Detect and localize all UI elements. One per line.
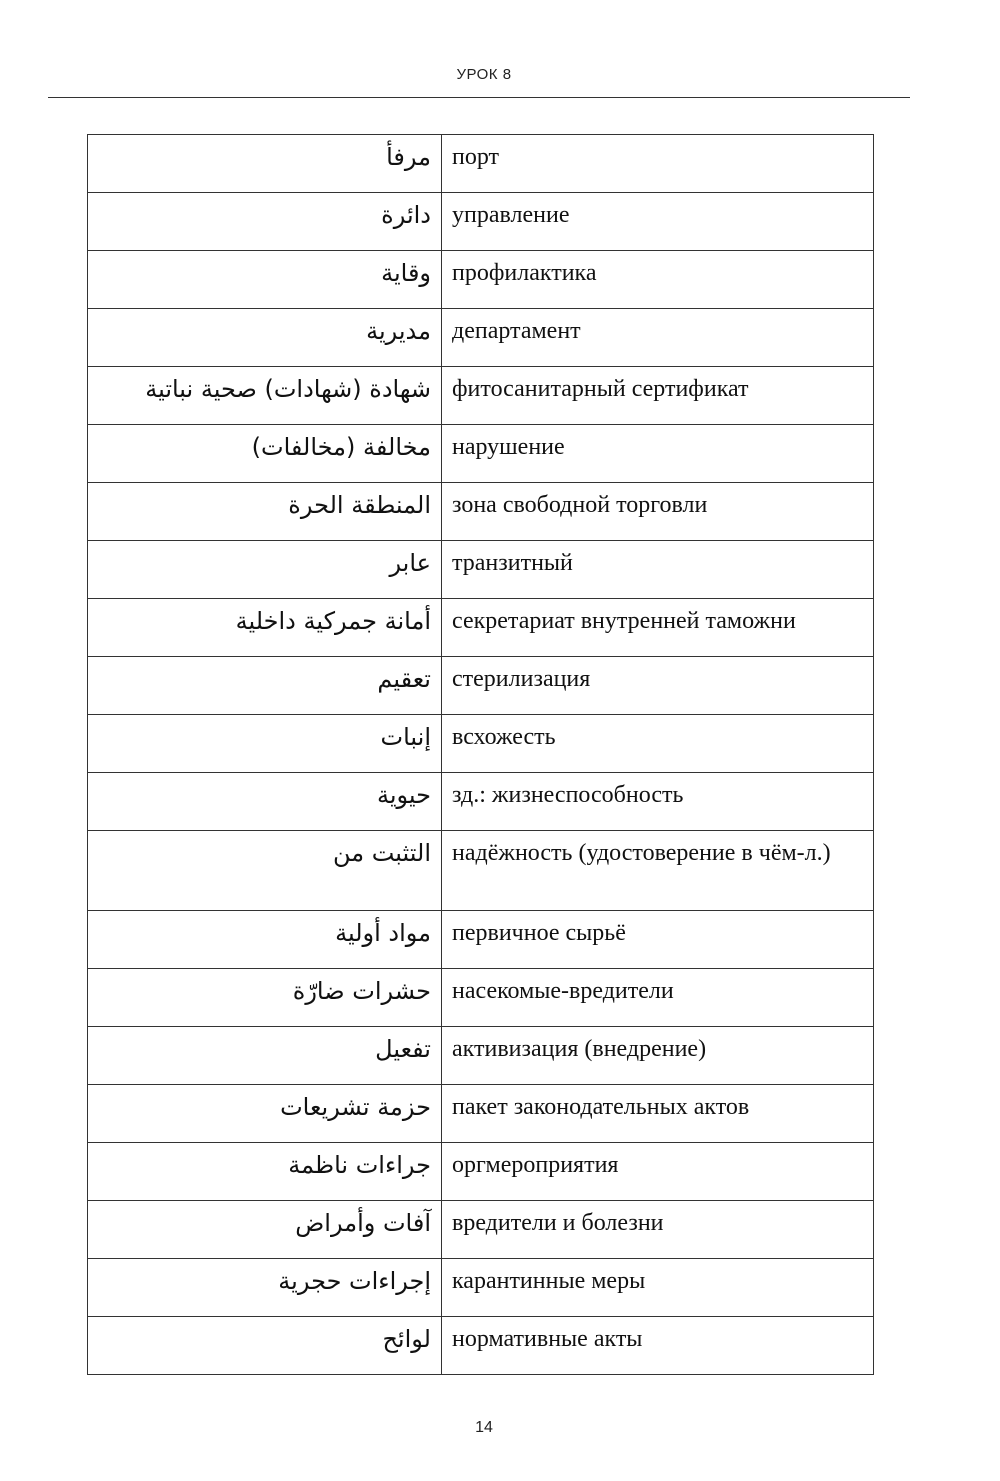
arabic-term: دائرة [88,193,442,251]
russian-translation: департамент [442,309,874,367]
arabic-term: جراءات ناظمة [88,1143,442,1201]
table-row [88,1317,874,1375]
table-row [88,1201,874,1259]
russian-translation: вредители и болезни [442,1201,874,1259]
russian-translation: оргмероприятия [442,1143,874,1201]
arabic-term: مديرية [88,309,442,367]
russian-translation: профилактика [442,251,874,309]
table-row [88,367,874,425]
arabic-term: حشرات ضارّة [88,969,442,1027]
russian-translation: стерилизация [442,657,874,715]
table-row [88,599,874,657]
russian-translation: фитосанитарный сертификат [442,367,874,425]
arabic-term: أمانة جمركية داخلية [88,599,442,657]
table-row [88,193,874,251]
russian-translation: всхожесть [442,715,874,773]
table-row [88,251,874,309]
russian-translation: карантинные меры [442,1259,874,1317]
russian-translation: надёжность (удостоверение в чём-л.) [442,831,874,911]
russian-translation: пакет законодательных актов [442,1085,874,1143]
arabic-term: التثبت من [88,831,442,911]
russian-translation: зд.: жизнеспособность [442,773,874,831]
russian-translation: нарушение [442,425,874,483]
table-row [88,1027,874,1085]
arabic-term: آفات وأمراض [88,1201,442,1259]
russian-translation: транзитный [442,541,874,599]
arabic-term: شهادة (شهادات) صحية نباتية [88,367,442,425]
table-row [88,969,874,1027]
russian-translation: зона свободной торговли [442,483,874,541]
russian-translation: управление [442,193,874,251]
russian-translation: активизация (внедрение) [442,1027,874,1085]
arabic-term: حزمة تشريعات [88,1085,442,1143]
arabic-term: تفعيل [88,1027,442,1085]
arabic-term: لوائح [88,1317,442,1375]
table-row [88,483,874,541]
arabic-term: مخالفة (مخالفات) [88,425,442,483]
arabic-term: عابر [88,541,442,599]
arabic-term: وقاية [88,251,442,309]
table-row [88,831,874,911]
russian-translation: первичное сырьё [442,911,874,969]
table-row [88,911,874,969]
russian-translation: нормативные акты [442,1317,874,1375]
arabic-term: إنبات [88,715,442,773]
table-row [88,1143,874,1201]
header-rule [48,97,910,98]
vocabulary-table [87,134,874,1375]
table-row [88,135,874,193]
russian-translation: порт [442,135,874,193]
table-row [88,715,874,773]
arabic-term: تعقيم [88,657,442,715]
table-row [88,541,874,599]
page-number: 14 [475,1419,493,1436]
table-row [88,1085,874,1143]
arabic-term: مواد أولية [88,911,442,969]
arabic-term: حيوية [88,773,442,831]
table-row [88,425,874,483]
table-row [88,309,874,367]
arabic-term: مرفأ [88,135,442,193]
russian-translation: секретариат внутренней таможни [442,599,874,657]
arabic-term: المنطقة الحرة [88,483,442,541]
arabic-term: إجراءات حجرية [88,1259,442,1317]
table-row [88,773,874,831]
table-row [88,657,874,715]
running-header: УРОК 8 [456,66,512,83]
russian-translation: насекомые-вредители [442,969,874,1027]
table-row [88,1259,874,1317]
